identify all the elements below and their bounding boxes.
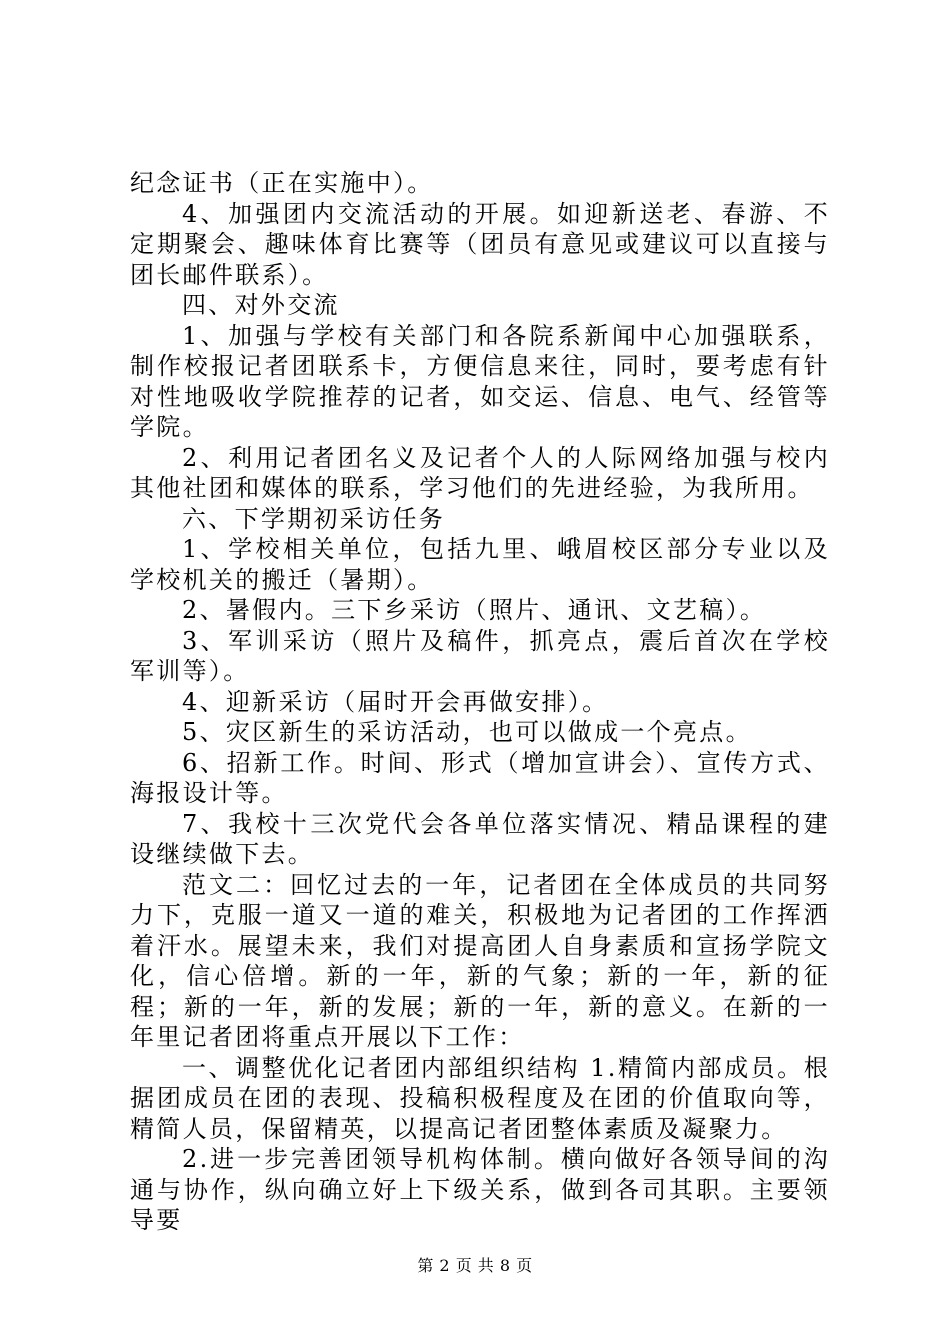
- paragraph: 范文二：回忆过去的一年，记者团在全体成员的共同努力下，克服一道又一道的难关，积极地为记者团的工作挥洒着汗水。展望未来，我们对提高团人自身素质和宣扬学院文化，信心倍增。新的一年，新的气象；新的一年，新的征程；新的一年，新的发展；新的一年，新的意义。在新的一年里记者团将重点开展以下工作：: [130, 870, 830, 1051]
- section-heading: 六、下学期初采访任务: [182, 504, 445, 533]
- paragraph: 1、学校相关单位，包括九里、峨眉校区部分专业以及学校机关的搬迁（暑期）。: [130, 535, 830, 594]
- paragraph: 2、利用记者团名义及记者个人的人际网络加强与校内其他社团和媒体的联系，学习他们的先进经验，为我所用。: [130, 443, 830, 502]
- paragraph: 3、军训采访（照片及稿件，抓亮点，震后首次在学校军训等）。: [130, 626, 830, 685]
- paragraph: 4、加强团内交流活动的开展。如迎新送老、春游、不定期聚会、趣味体育比赛等（团员有意见或建议可以直接与团长邮件联系）。: [130, 199, 830, 289]
- paragraph: 6、招新工作。时间、形式（增加宣讲会）、宣传方式、海报设计等。: [130, 748, 830, 807]
- paragraph: 1、加强与学校有关部门和各院系新闻中心加强联系，制作校报记者团联系卡，方便信息来往，同时，要考虑有针对性地吸收学院推荐的记者，如交运、信息、电气、经管等学院。: [130, 321, 830, 441]
- page-number-footer: 第 2 页 共 8 页: [417, 1256, 533, 1275]
- paragraph: 纪念证书（正在实施中）。: [130, 169, 434, 197]
- paragraph: 4、迎新采访（届时开会再做安排）。: [182, 687, 609, 716]
- paragraph: 2.进一步完善团领导机构体制。横向做好各领导间的沟通与协作，纵向确立好上下级关系，做到各司其职。主要领导要: [130, 1145, 830, 1234]
- paragraph: 7、我校十三次党代会各单位落实情况、精品课程的建设继续做下去。: [130, 809, 830, 868]
- paragraph: 2、暑假内。三下乡采访（照片、通讯、文艺稿）。: [182, 596, 767, 624]
- paragraph: 一、调整优化记者团内部组织结构 1.精简内部成员。根据团成员在团的表现、投稿积极程度及在团的价值取向等，精简人员，保留精英，以提高记者团整体素质及凝聚力。: [130, 1053, 830, 1143]
- document-body: [130, 168, 830, 1236]
- paragraph: 5、灾区新生的采访活动，也可以做成一个亮点。: [182, 718, 752, 746]
- section-heading: 四、对外交流: [182, 291, 340, 319]
